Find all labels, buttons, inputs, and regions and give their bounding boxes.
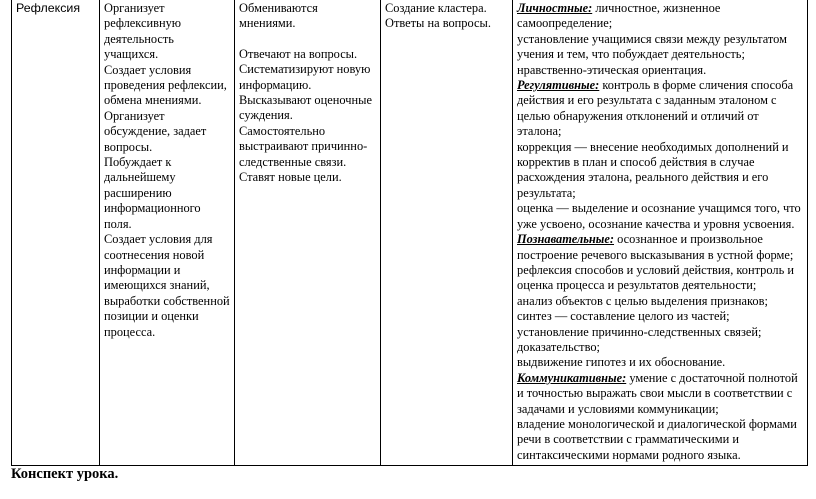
personal-heading: Личностные: bbox=[517, 1, 593, 15]
uud-cell bbox=[513, 0, 808, 466]
teacher-activity-line: Создает условия проведения рефлексии, обмена мнениями. bbox=[104, 62, 227, 108]
teacher-activity-line: Создает условия для соотнесения новой информации и имеющихся знаний, выработки собственной позиции и оценки процесса. bbox=[104, 232, 230, 339]
student-activity-cell bbox=[235, 0, 381, 466]
teacher-activity-cell bbox=[100, 0, 235, 466]
teacher-activity-line: Организует обсуждение, задает вопросы. bbox=[104, 108, 207, 154]
personal-uud bbox=[517, 1, 803, 32]
table-row bbox=[12, 0, 808, 466]
cognitive-line: доказательство; bbox=[517, 339, 600, 354]
stage-name: Рефлексия bbox=[16, 1, 81, 15]
cognitive-text: осознанное и произвольное построение речевого высказывания в устной форме; bbox=[517, 232, 794, 262]
personal-line: установление учащимися связи между результатом учения и тем, что побуждает деятельность; bbox=[517, 31, 787, 62]
student-activity-line: Высказывают оценочные суждения. bbox=[239, 93, 372, 123]
communicative-text: умение с достаточной полнотой и точностью выражать свои мысли в соответствии с задачами и условиями коммуникации; bbox=[517, 370, 798, 416]
student-activity-line: Обмениваются мнениями. bbox=[239, 1, 318, 31]
student-activity-line: Самостоятельно выстраивают причинно-следственные связи. bbox=[239, 123, 368, 169]
regulative-text: контроль в форме сличения способа действия и его результата с заданным эталоном с целью обнаружения отклонений и отличий от эталона; bbox=[517, 78, 794, 139]
tasks-cell bbox=[381, 0, 513, 466]
student-activity-line: Ставят новые цели. bbox=[239, 170, 342, 185]
stage-name-cell bbox=[12, 0, 100, 466]
section-heading: Конспект урока. bbox=[11, 466, 119, 482]
personal-text: личностное, жизненное самоопределение; bbox=[517, 1, 721, 31]
cognitive-line: выдвижение гипотез и их обоснование. bbox=[517, 355, 726, 370]
cognitive-uud bbox=[517, 232, 803, 263]
lesson-stage-table bbox=[11, 0, 808, 466]
communicative-uud bbox=[517, 371, 803, 417]
student-activity-line: Систематизируют новую информацию. bbox=[239, 62, 371, 92]
teacher-activity-line: Организует рефлексивную деятельность учащихся. bbox=[104, 1, 182, 62]
task-line: Создание кластера. bbox=[385, 1, 487, 15]
cognitive-line: рефлексия способов и условий действия, контроль и оценка процесса и результатов деятельности; bbox=[517, 262, 794, 293]
cognitive-line: анализ объектов с целью выделения признаков; bbox=[517, 293, 768, 308]
blank-line bbox=[239, 32, 376, 47]
regulative-uud bbox=[517, 78, 803, 140]
regulative-line: коррекция — внесение необходимых дополнений и корректив в план и способ действия в случае расхождения эталона, реального действия и его результата; bbox=[517, 139, 789, 200]
teacher-activity-line: Побуждает к дальнейшему расширению информационного поля. bbox=[104, 155, 201, 231]
task-line: Ответы на вопросы. bbox=[385, 16, 491, 31]
personal-line: нравственно-этическая ориентация. bbox=[517, 62, 707, 77]
communicative-line: владение монологической и диалогической формами речи в соответствии с грамматическими и синтаксическими нормами родного языка. bbox=[517, 416, 797, 462]
communicative-heading: Коммуникативные: bbox=[517, 370, 627, 385]
regulative-heading: Регулятивные: bbox=[517, 78, 600, 93]
student-activity-line: Отвечают на вопросы. bbox=[239, 46, 358, 61]
cognitive-line: синтез — составление целого из частей; bbox=[517, 309, 730, 324]
cognitive-line: установление причинно-следственных связей; bbox=[517, 324, 762, 339]
regulative-line: оценка — выделение и осознание учащимся того, что уже усвоено, осознание качества и уровня усвоения. bbox=[517, 201, 801, 231]
cognitive-heading: Познавательные: bbox=[517, 232, 615, 247]
